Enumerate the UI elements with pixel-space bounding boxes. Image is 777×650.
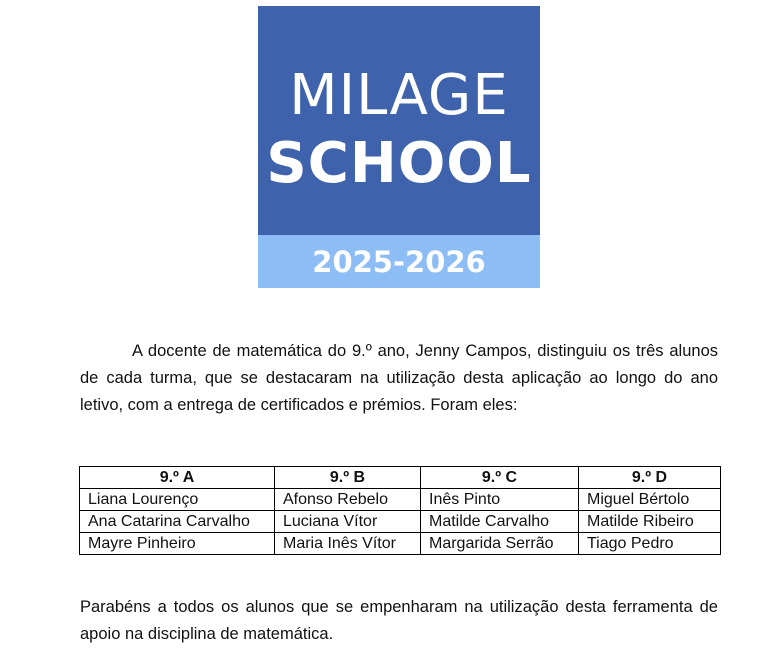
logo-school-year: 2025-2026 (312, 245, 486, 279)
table-cell: Mayre Pinheiro (80, 533, 275, 555)
intro-paragraph: A docente de matemática do 9.º ano, Jenny Campos, distinguiu os três alunos de cada turma, que se destacaram na utilização desta aplicação ao longo do ano letivo, com a entrega de certificados e prémios. Foram eles: (80, 342, 718, 414)
table-cell: Liana Lourenço (80, 489, 275, 511)
table-cell: Ana Catarina Carvalho (80, 511, 275, 533)
table-cell: Afonso Rebelo (275, 489, 421, 511)
table-cell: Miguel Bértolo (579, 489, 721, 511)
table-row (80, 533, 721, 555)
table-row (80, 511, 721, 533)
award-winners-table (79, 466, 721, 555)
logo-title-school: SCHOOL (266, 131, 532, 196)
table-cell: Inês Pinto (421, 489, 579, 511)
closing-paragraph: Parabéns a todos os alunos que se empenharam na utilização desta ferramenta de apoio na disciplina de matemática. (80, 598, 718, 643)
table-cell: Luciana Vítor (275, 511, 421, 533)
table-header-cell: 9.º A (80, 467, 275, 489)
table-cell: Tiago Pedro (579, 533, 721, 555)
table-header-row (80, 467, 721, 489)
table-cell: Maria Inês Vítor (275, 533, 421, 555)
milage-school-logo (258, 6, 540, 288)
table-cell: Margarida Serrão (421, 533, 579, 555)
table-header-cell: 9.º B (275, 467, 421, 489)
table-cell: Matilde Ribeiro (579, 511, 721, 533)
table-header-cell: 9.º D (579, 467, 721, 489)
table-row (80, 489, 721, 511)
table-cell: Matilde Carvalho (421, 511, 579, 533)
table-header-cell: 9.º C (421, 467, 579, 489)
logo-title-milage: MILAGE (289, 63, 509, 128)
